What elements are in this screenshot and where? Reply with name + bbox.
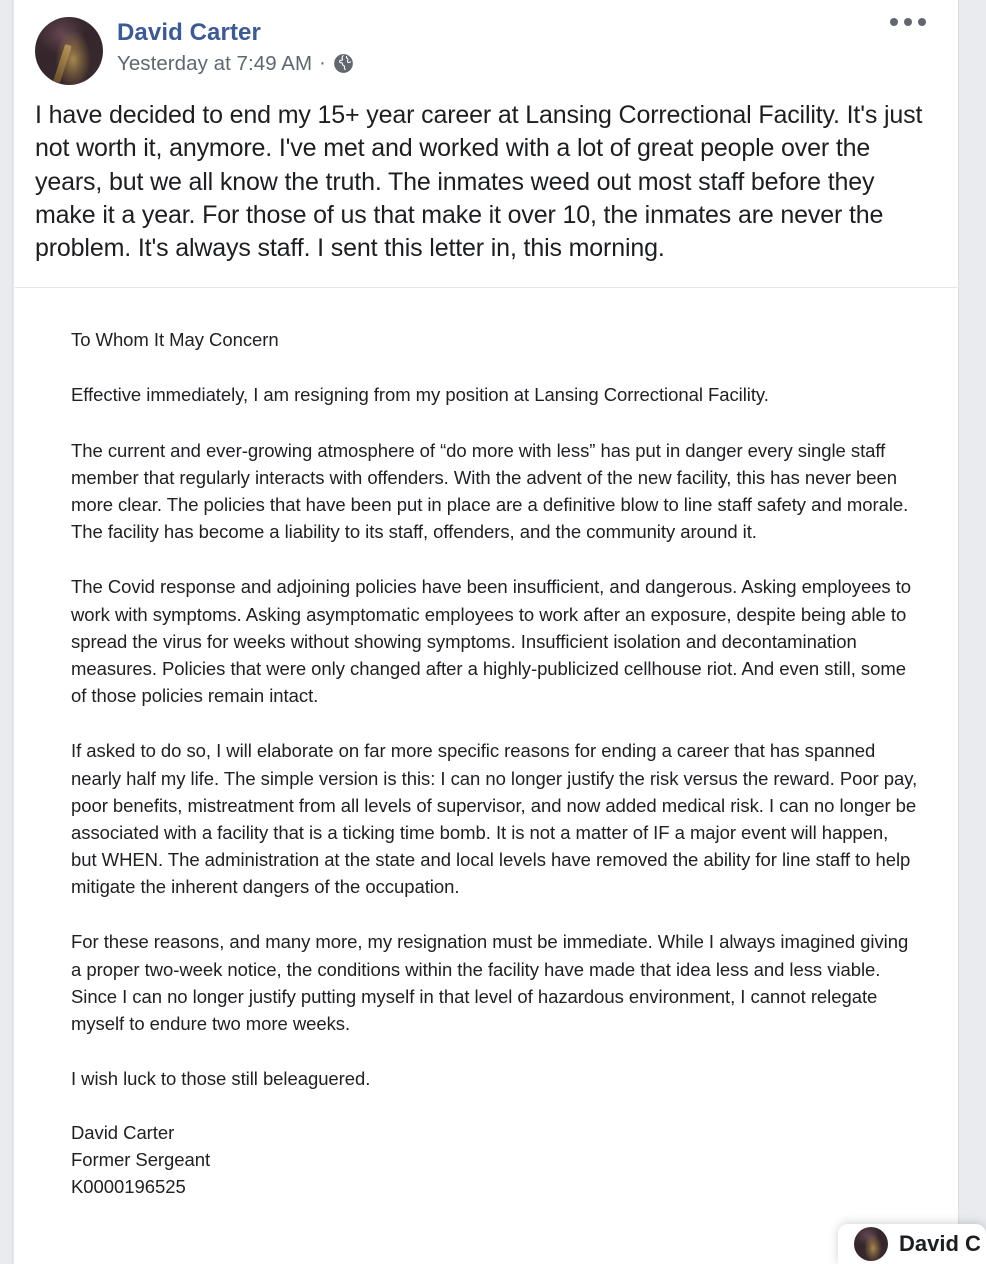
post-options-menu-button[interactable] xyxy=(884,12,932,32)
facebook-post-card xyxy=(14,0,958,1264)
post-author-name[interactable]: David Carter xyxy=(117,19,261,46)
signature-id: K0000196525 xyxy=(71,1176,186,1197)
letter-paragraph-5: For these reasons, and many more, my resignation must be immediate. While I always imagined giving a proper two-week notice, the conditions within the facility have made that idea less and less viable. Since I can no longer justify putting myself in that level of hazardous environment, I cannot relegate myself to endure two more weeks. xyxy=(71,931,909,1034)
letter-salutation: To Whom It May Concern xyxy=(71,329,279,351)
post-body-text: I have decided to end my 15+ year career at Lansing Correctional Facility. It's just not worth it, anymore. I've met and worked with a lot of great people over the years, but we all know the truth. The inmates weed out most staff before they make it a year. For those of us that make it over 10, the inmates are never the problem. It's always staff. I sent this letter in, this morning. xyxy=(35,101,923,262)
letter-closing: I wish luck to those still beleaguered. xyxy=(71,1068,371,1090)
signature-name: David Carter xyxy=(71,1122,175,1144)
page-gutter-left xyxy=(0,0,13,1264)
chat-popup-avatar[interactable] xyxy=(854,1227,888,1261)
chat-popup[interactable] xyxy=(838,1224,986,1264)
globe-icon[interactable] xyxy=(333,53,354,74)
avatar[interactable] xyxy=(35,17,103,85)
more-dot-2 xyxy=(904,18,912,26)
letter-signature xyxy=(71,1120,918,1200)
letter-paragraph-3: The Covid response and adjoining policies have been insufficient, and dangerous. Asking employees to work with symptoms. Asking asymptomatic employees to work after an exposure, despite being able to spread the virus for weeks without showing symptoms. Insufficient isolation and decontamination measures. Policies that were only changed after a highly-publicized cellhouse riot. And even still, some of those policies remain intact. xyxy=(71,576,912,707)
more-dot-1 xyxy=(890,18,898,26)
post-meta xyxy=(117,52,354,76)
more-dot-3 xyxy=(918,18,926,26)
chat-popup-name: David C xyxy=(899,1231,981,1256)
post-header xyxy=(14,0,958,85)
post-header-text xyxy=(117,17,354,76)
letter-paragraph-4: If asked to do so, I will elaborate on far more specific reasons for ending a career that has spanned nearly half my life. The simple version is this: I can no longer justify the risk versus the reward. Poor pay, poor benefits, mistreatment from all levels of supervisor, and now added medical risk. I can no longer be associated with a facility that is a ticking time bomb. It is not a matter of IF a major event will happen, but WHEN. The administration at the state and local levels have removed the ability for line staff to help mitigate the inherent dangers of the occupation. xyxy=(71,740,918,898)
meta-separator-dot: · xyxy=(319,52,326,75)
letter-paragraph-1: Effective immediately, I am resigning from my position at Lansing Correctional Facility. xyxy=(71,384,769,406)
attached-letter-image[interactable] xyxy=(14,288,958,1201)
post-timestamp[interactable]: Yesterday at 7:49 AM xyxy=(117,51,313,75)
signature-title: Former Sergeant xyxy=(71,1149,211,1171)
letter-paragraph-2: The current and ever-growing atmosphere of “do more with less” has put in danger every single staff member that regularly interacts with offenders. With the advent of the new facility, this has never been more clear. The policies that have been put in place are a definitive blow to line staff safety and morale. The facility has become a liability to its staff, offenders, and the community around it. xyxy=(71,439,909,543)
page-gutter-right xyxy=(958,0,986,1264)
